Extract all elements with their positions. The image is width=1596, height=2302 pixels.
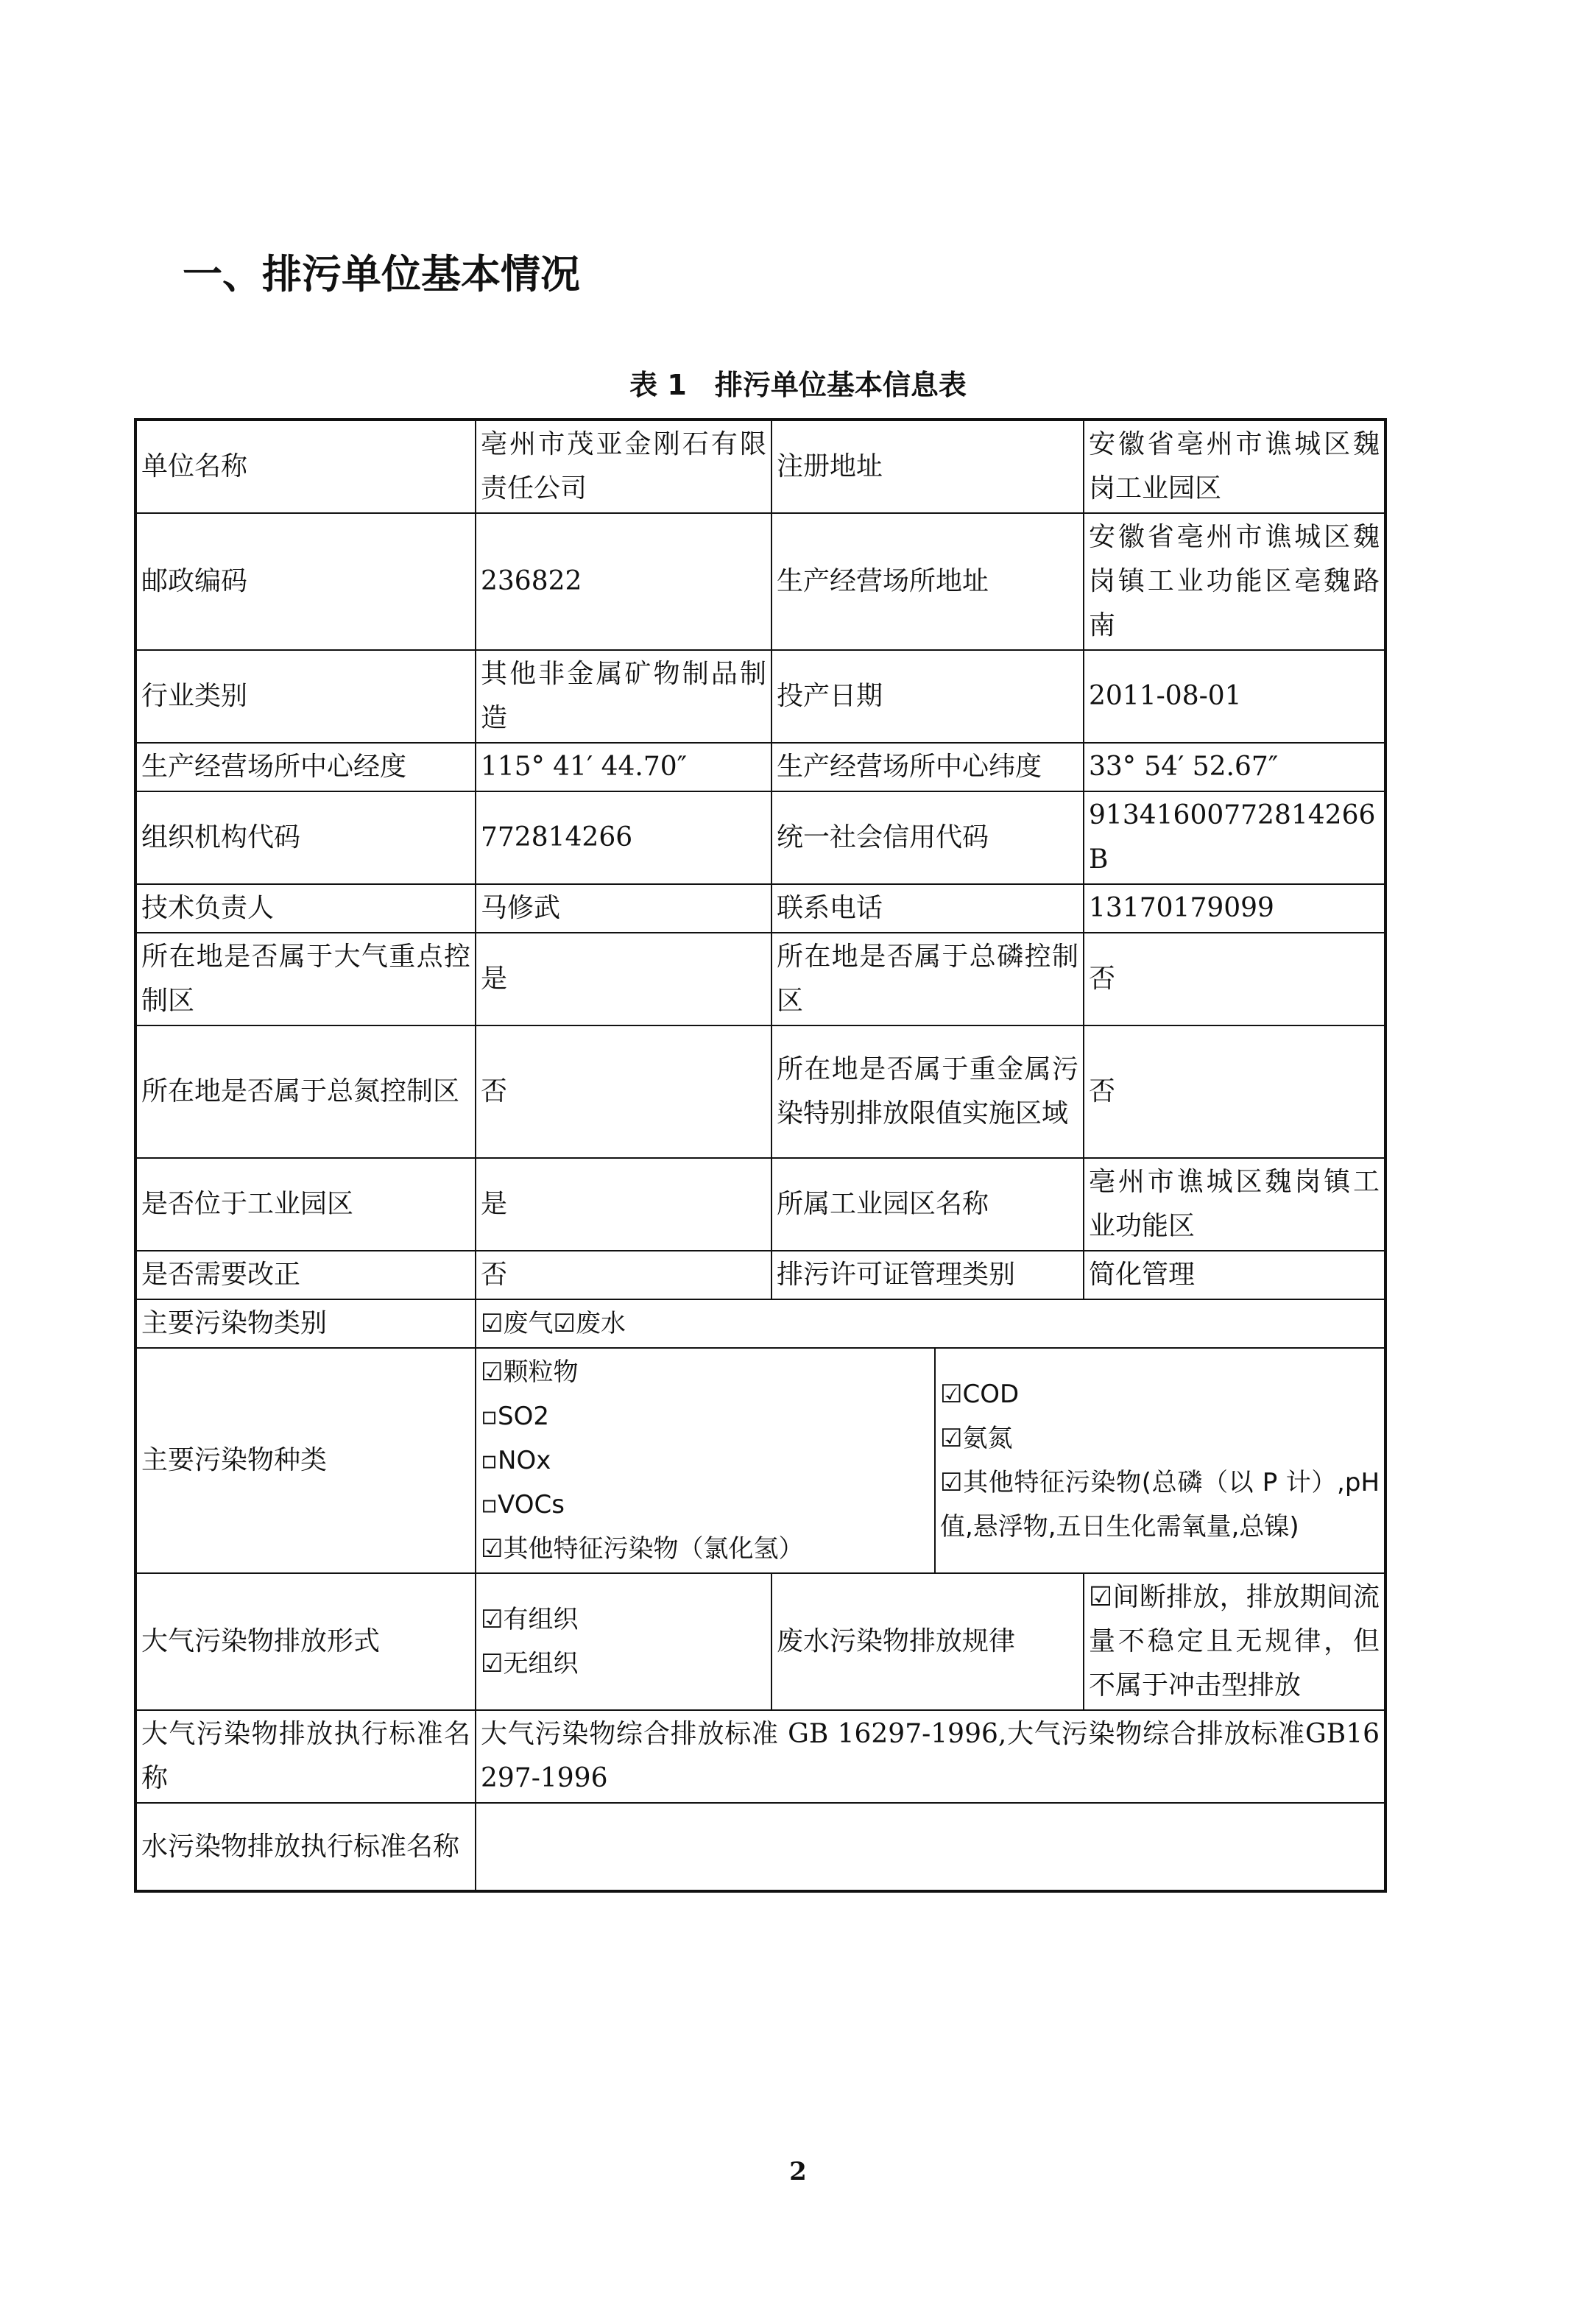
credit-code-label: 统一社会信用代码: [771, 791, 1084, 884]
table-row: [135, 743, 1385, 791]
heavy-metal-value: 否: [1084, 1025, 1385, 1158]
org-code-label: 组织机构代码: [135, 791, 476, 884]
rectify-value: 否: [476, 1251, 771, 1299]
air-standard-value: 大气污染物综合排放标准 GB 16297-1996,大气污染物综合排放标准GB16297-1996: [476, 1710, 1385, 1803]
site-address-label: 生产经营场所地址: [771, 513, 1084, 650]
credit-code-value: 91341600772814266B: [1084, 791, 1385, 884]
pollutant-category-label: 主要污染物类别: [135, 1299, 476, 1348]
table-row: [135, 1025, 1385, 1158]
latitude-label: 生产经营场所中心纬度: [771, 743, 1084, 791]
phone-label: 联系电话: [771, 884, 1084, 933]
list-item: ☑其他特征污染物（氯化氢）: [481, 1534, 804, 1564]
reg-address-label: 注册地址: [771, 420, 1084, 513]
table-row: [135, 1710, 1385, 1803]
section-heading: 一、排污单位基本情况: [183, 251, 580, 297]
water-pollutant-list: [935, 1348, 1385, 1573]
list-item: ▫NOx: [481, 1446, 551, 1475]
air-standard-label: 大气污染物排放执行标准名称: [135, 1710, 476, 1803]
list-item: ☑COD: [940, 1380, 1020, 1409]
air-control-value: 是: [476, 933, 771, 1025]
site-address-value: 安徽省亳州市谯城区魏岗镇工业功能区亳魏路南: [1084, 513, 1385, 650]
permit-type-label: 排污许可证管理类别: [771, 1251, 1084, 1299]
park-name-label: 所属工业园区名称: [771, 1158, 1084, 1251]
industry-value: 其他非金属矿物制品制造: [476, 650, 771, 743]
air-control-label: 所在地是否属于大气重点控制区: [135, 933, 476, 1025]
postcode-value: 236822: [476, 513, 771, 650]
list-item: ▫SO2: [481, 1402, 550, 1431]
unit-name-label: 单位名称: [135, 420, 476, 513]
table-row: [135, 1251, 1385, 1299]
tech-lead-label: 技术负责人: [135, 884, 476, 933]
water-emission-rule-label: 废水污染物排放规律: [771, 1573, 1084, 1710]
permit-type-value: 简化管理: [1084, 1251, 1385, 1299]
table-row: [135, 884, 1385, 933]
start-date-value: 2011-08-01: [1084, 650, 1385, 743]
unit-name-value: 亳州市茂亚金刚石有限责任公司: [476, 420, 771, 513]
industrial-park-label: 是否位于工业园区: [135, 1158, 476, 1251]
waste-water-checkbox: ☑废水: [553, 1309, 626, 1338]
industrial-park-value: 是: [476, 1158, 771, 1251]
waste-gas-checkbox: ☑废气: [481, 1309, 554, 1338]
phosphorus-control-value: 否: [1084, 933, 1385, 1025]
table-row: [135, 1803, 1385, 1891]
page-number: 2: [789, 2157, 807, 2186]
table-row: [135, 650, 1385, 743]
rectify-label: 是否需要改正: [135, 1251, 476, 1299]
reg-address-value: 安徽省亳州市谯城区魏岗工业园区: [1084, 420, 1385, 513]
nitrogen-control-label: 所在地是否属于总氮控制区: [135, 1025, 476, 1158]
air-emission-form-label: 大气污染物排放形式: [135, 1573, 476, 1710]
start-date-label: 投产日期: [771, 650, 1084, 743]
table-row: [135, 1158, 1385, 1251]
nitrogen-control-value: 否: [476, 1025, 771, 1158]
industry-label: 行业类别: [135, 650, 476, 743]
pollutant-types-label: 主要污染物种类: [135, 1348, 476, 1573]
air-pollutant-list: [476, 1348, 935, 1573]
table-row: [135, 1573, 1385, 1710]
unorganized-emission-checkbox: ☑无组织: [481, 1649, 579, 1678]
water-standard-value: [476, 1803, 1385, 1891]
heavy-metal-label: 所在地是否属于重金属污染特别排放限值实施区域: [771, 1025, 1084, 1158]
air-emission-form-value: [476, 1573, 771, 1710]
list-item: ☑颗粒物: [481, 1357, 579, 1387]
table-row: [135, 420, 1385, 513]
table-row: [135, 513, 1385, 650]
phosphorus-control-label: 所在地是否属于总磷控制区: [771, 933, 1084, 1025]
list-item: ☑氨氮: [940, 1424, 1013, 1453]
phone-value: 13170179099: [1084, 884, 1385, 933]
pollutant-category-value: [476, 1299, 1385, 1348]
park-name-value: 亳州市谯城区魏岗镇工业功能区: [1084, 1158, 1385, 1251]
basic-info-table: [134, 418, 1387, 1893]
tech-lead-value: 马修武: [476, 884, 771, 933]
water-standard-label: 水污染物排放执行标准名称: [135, 1803, 476, 1891]
org-code-value: 772814266: [476, 791, 771, 884]
table-row: [135, 1348, 1385, 1573]
table-row: [135, 933, 1385, 1025]
table-caption: 表 1 排污单位基本信息表: [629, 369, 967, 401]
postcode-label: 邮政编码: [135, 513, 476, 650]
water-emission-rule-value: ☑间断排放，排放期间流量不稳定且无规律，但不属于冲击型排放: [1084, 1573, 1385, 1710]
latitude-value: 33° 54′ 52.67″: [1084, 743, 1385, 791]
list-item: ☑其他特征污染物(总磷（以 P 计）,pH值,悬浮物,五日生化需氧量,总镍): [940, 1468, 1380, 1542]
table-row: [135, 1299, 1385, 1348]
organized-emission-checkbox: ☑有组织: [481, 1605, 579, 1634]
table-row: [135, 791, 1385, 884]
list-item: ▫VOCs: [481, 1490, 565, 1519]
longitude-label: 生产经营场所中心经度: [135, 743, 476, 791]
longitude-value: 115° 41′ 44.70″: [476, 743, 771, 791]
